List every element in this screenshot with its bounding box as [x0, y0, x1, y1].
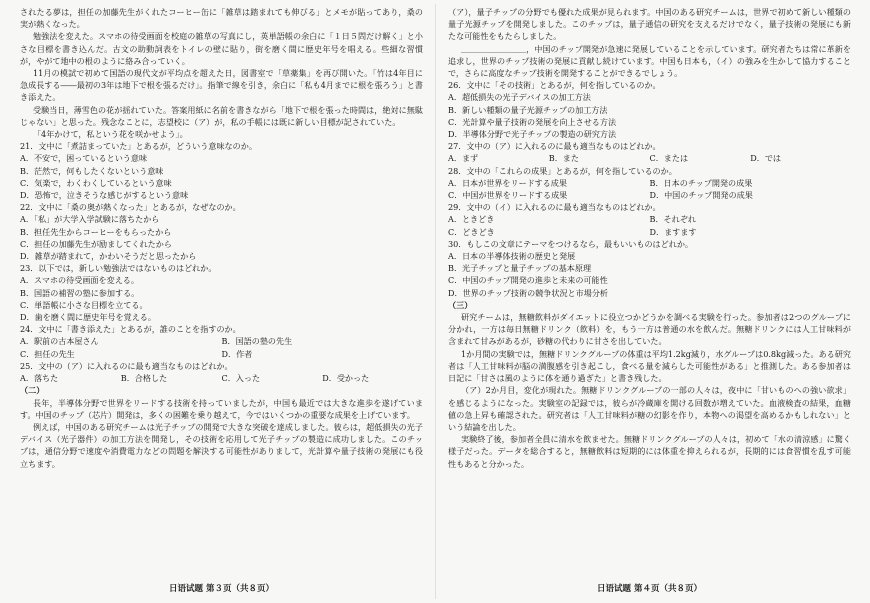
option: C．どきどき [448, 226, 495, 237]
passage-paragraph: 11月の模試で初めて国語の現代文が平均点を超えた日，図書室で「草薬集」を再び開いた。「竹は4年目に急成長する――最初の3年は地下で根を張るだけ」。指筆で線を引き，余白に「私も4月までに根を張ろう」と書き添えた。 [20, 68, 423, 103]
passage-paragraph: されたる夢は，担任の加藤先生がくれたコーヒー缶に「雑草は踏まれても伸びる」とメモが貼ってあり，桑の実が熱くなった。 [20, 7, 423, 30]
section-heading: （二） [20, 385, 45, 396]
option: B．国語の補習の塾に参加する。 [20, 287, 140, 298]
question-29: 29．文中の（イ）に入れるのに最も適当なものはどれか。 [448, 202, 661, 213]
option-row [20, 335, 423, 347]
section-heading: （三） [448, 299, 473, 310]
question-30: 30．もしこの文章にテーマをつけるなら，最もいいものはどれか。 [448, 238, 694, 249]
question-24: 24．文中に「書き添えた」とあるが，誰のことを指すのか。 [20, 324, 241, 335]
page-footer: 日语试题 第３页（共８页） [169, 584, 274, 594]
option-row [20, 372, 423, 384]
option-row [448, 152, 851, 164]
passage-paragraph: 実験終了後，参加者全員に清水を飲ませた。無糖ドリンクグループの人々は，初めて「水の清涼感」に驚く様子だった。データを総合すると，無糖飲料は短期的には体重を抑えられるが，長期的には食習慣を乱す可能性もあると分かった。 [448, 434, 851, 469]
page-4-column [448, 6, 851, 470]
option: A．「私」が大学入学試験に落ちたから [20, 214, 160, 225]
option: C．光計算や量子技術の発展を向上させる方法 [448, 116, 617, 127]
passage-paragraph: 研究チームは，無糖飲料がダイエットに役立つかどうかを調べる実験を行った。参加者は2つのグループに分かれ，一方は毎日無糖ドリンク（飲料）を，もう一方は普通の水を飲んだ。無糖ドリンクには人工甘味料が含まれて甘みがあるが，砂糖の代わりに甘さを出していた。 [448, 312, 851, 347]
page-3-column [20, 6, 423, 470]
option: D．受かった [322, 373, 370, 384]
question-25: 25．文中の（ア）に入れるのに最も適当なものはどれか。 [20, 360, 233, 371]
option: B．また [548, 153, 579, 164]
passage-paragraph: 勉強法を変えた。スマホの待受画面を校庭の雑草の写真にし，英単語帳の余白に「１日５問だけ解く」と小さな目標を書き込んだ。古文の助動詞表をトイレの壁に貼り，街を磨く間に歴史年号を唱える。些細な習慣が，やがて地中の根のように絡み合っていく。 [20, 31, 423, 66]
option-row [448, 177, 851, 189]
option: C．中国のチップ開発の進歩と未来の可能性 [448, 275, 608, 286]
option: D．雑草が踏まれて，かわいそうだと思ったから [20, 251, 197, 262]
option: B．茫然で，何もしたくないという意味 [20, 165, 164, 176]
option: D．歯を磨く間に歴史年号を覚える。 [20, 312, 156, 323]
passage-paragraph: （ア），量子チップの分野でも優れた成果が見られます。中国のある研究チームは，世界で初めて新しい種類の量子光源チップを開発しました。このチップは，量子通信の研究を支えるだけでなく，量子技術の発展にも新たな可能性をもたらしました。 [448, 7, 851, 42]
question-27: 27．文中の（ア）に入れるのに最も適当なものはどれか。 [448, 141, 661, 152]
passage-paragraph: 長年，半導体分野で世界をリードする技術を持っていましたが，中国も最近では大きな進歩を遂げています。中国のチップ（芯片）開発は，多くの困難を乗り越えて，今ではいくつかの重要な成果を上げています。 [20, 397, 423, 420]
option: B．日本のチップ開発の成果 [649, 177, 753, 188]
option: D．ますます [649, 226, 697, 237]
option: B．担任先生からコーヒーをもらったから [20, 226, 172, 237]
option: A．不安で，困っているという意味 [20, 153, 148, 164]
option: C．単語帳に小さな目標を立てる。 [20, 299, 148, 310]
option: D．世界のチップ技術の競争状況と市場分析 [448, 287, 609, 298]
option: B．光子チップと量子チップの基本原理 [448, 263, 592, 274]
passage-paragraph: 「4年かけて，私という花を咲かせよう」。 [32, 129, 188, 140]
passage-paragraph: 1か月間の実験では，無糖ドリンクグループの体重は平均1.2kg減り，水グループは0.8kg減った。ある研究者は「人工甘味料が脳の満腹感を引き起こし，食べる量を減らした可能性がある」と推測した。ある参加者は日記に「甘さは風のように体を通り過ぎた」と書き残した。 [448, 348, 851, 384]
option: A．駅前の古本屋さん [20, 336, 99, 347]
option: A．スマホの待受画面を変える。 [20, 275, 139, 286]
column-divider [435, 4, 436, 599]
option: D．作者 [221, 348, 253, 359]
question-26: 26．文中に「その技術」とあるが，何を指しているのか。 [448, 80, 661, 91]
question-23: 23．以下では，新しい勉強法ではないものはどれか。 [20, 263, 217, 274]
option: A．日本の半導体技術の歴史と発展 [448, 251, 576, 262]
option: B．新しい種類の量子光源チップの加工方法 [448, 104, 608, 115]
option: C．気楽で，わくわくしているという意味 [20, 177, 172, 188]
question-21: 21．文中に「煮詰まっていた」とあるが，どういう意味なのか。 [20, 141, 257, 152]
option: A．落ちた [20, 373, 59, 384]
question-28: 28．文中の「これらの成果」とあるが，何を指しているのか。 [448, 165, 677, 176]
option: B．合格した [120, 373, 168, 384]
option: B．それぞれ [649, 214, 696, 225]
option: B．国語の塾の先生 [221, 336, 293, 347]
option-row [448, 226, 851, 238]
option: A．超低損失の光子デバイスの加工方法 [448, 92, 591, 103]
passage-paragraph: 受験当日，薄雪色の花が揺れていた。答案用紙に名前を書きながら「地下で根を張った時間は，絶対に無駄じゃない」と思った。残念なことに，志望校に（ア）が，私の手帳には既に新しい目標が記されていた。 [20, 104, 423, 127]
option: A．ときどき [448, 214, 495, 225]
option: C．中国が世界をリードする成果 [448, 190, 568, 201]
option-row [20, 348, 423, 360]
option: C．入った [221, 373, 261, 384]
option: C．または [649, 153, 689, 164]
passage-paragraph: （ア）2か月目，変化が現れた。無糖ドリンクグループの一部の人々は，夜中に「甘いものへの強い欲求」を感じるようになった。実験室の記録では，彼らが冷蔵庫を開ける回数が増えていた。血液検査の結果，血糖値の急上昇も確認された。研究者は「人工甘味料が糖の幻影を作り，本物への渇望を高めるかもしれない」という結論を出した。 [448, 385, 851, 432]
option: D．では [750, 153, 782, 164]
option: D．恐怖で，泣きそうな感じがするという意味 [20, 190, 189, 201]
option-row [448, 213, 851, 225]
option: A．まず [448, 153, 479, 164]
option: A．日本が世界をリードする成果 [448, 177, 567, 188]
question-22: 22．文中に「桑の奥が熱くなった」とあるが，なぜなのか。 [20, 202, 241, 213]
option: C．担任の加藤先生が励ましてくれたから [20, 238, 172, 249]
passage-paragraph: ＿＿＿＿＿＿＿＿，中国のチップ開発が急速に発展していることを示しています。研究者たちは常に革新を追求し，世界のチップ技術の発展に貢献し続けています。中国も日本も，（イ）の強みを生かして協力することで，さらに高度なチップ技術を開発することができるでしょう。 [448, 43, 851, 79]
option: D．半導体分野で光子チップの製造の研究方法 [448, 129, 617, 140]
page-footer: 日语试题 第４页（共８页） [597, 584, 702, 594]
option: C．担任の先生 [20, 348, 75, 359]
option: D．中国のチップ開発の成果 [649, 190, 753, 201]
passage-paragraph: 例えば，中国のある研究チームは光子チップの開発で大きな突破を達成しました。彼らは，超低損失の光子デバイス（光子器件）の加工方法を開発し，その技術を応用して光子チップの製造に成功しました。このチップは，通信分野で速度や消費電力などの問題を解決する可能性がありまして，光計算や量子技術の発展にも役立ちます。 [20, 421, 423, 469]
option-row [448, 189, 851, 201]
